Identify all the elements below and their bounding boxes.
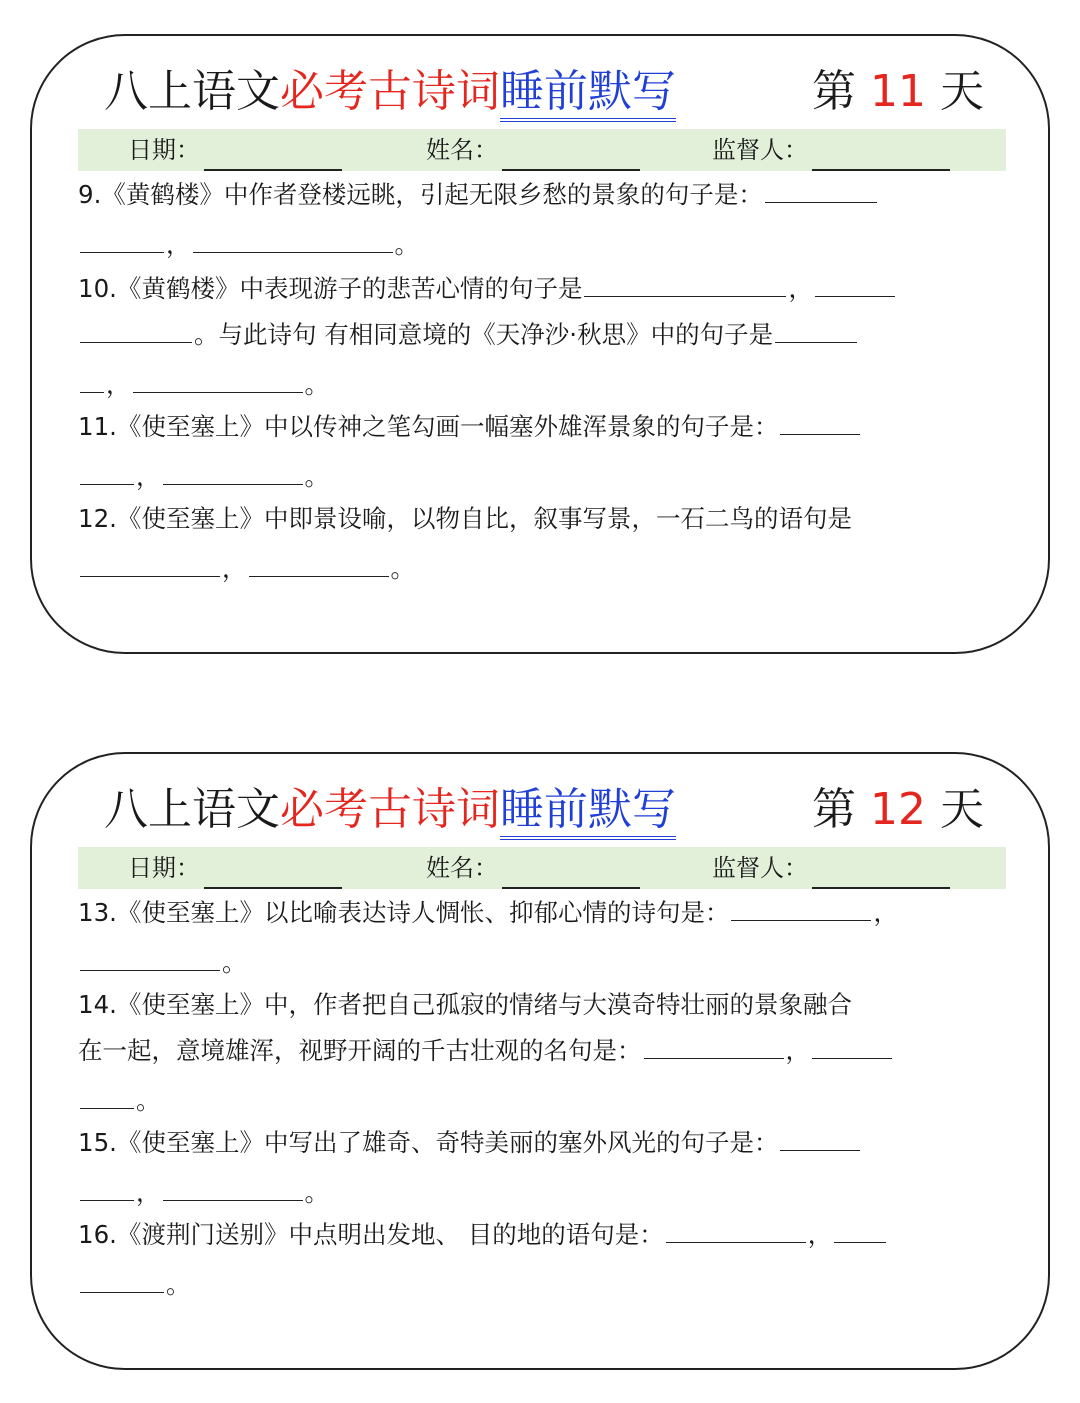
name-line[interactable] bbox=[502, 143, 640, 171]
question-10-line-1 bbox=[78, 266, 1006, 312]
date-field[interactable] bbox=[128, 129, 342, 171]
name-line[interactable] bbox=[502, 861, 640, 889]
info-band bbox=[78, 847, 1006, 889]
question-10-text-b: 。与此诗句 有相同意境的《天净沙·秋思》中的句子是 bbox=[194, 320, 774, 349]
title-red: 必考古诗词 bbox=[280, 66, 500, 117]
day-number: 12 bbox=[870, 784, 926, 835]
period: 。 bbox=[304, 370, 329, 399]
answer-blank[interactable] bbox=[80, 456, 134, 485]
answer-blank[interactable] bbox=[163, 1172, 303, 1201]
period: 。 bbox=[304, 462, 329, 491]
period: 。 bbox=[222, 948, 247, 977]
question-10-line-2 bbox=[78, 312, 1006, 358]
title-black: 八上语文 bbox=[104, 66, 280, 117]
question-13-line-2 bbox=[78, 940, 1006, 986]
question-12-line-2 bbox=[78, 546, 1006, 592]
answer-blank[interactable] bbox=[249, 548, 389, 577]
day-label bbox=[812, 780, 984, 840]
name-field[interactable] bbox=[426, 847, 640, 889]
supervisor-field[interactable] bbox=[712, 129, 950, 171]
answer-blank[interactable] bbox=[80, 364, 104, 393]
supervisor-line[interactable] bbox=[812, 861, 950, 889]
question-13-line-1 bbox=[78, 890, 1006, 936]
question-14-line-3 bbox=[78, 1078, 1006, 1124]
answer-blank[interactable] bbox=[644, 1030, 784, 1059]
question-14-line-1 bbox=[78, 982, 1006, 1028]
comma: ， bbox=[166, 230, 191, 259]
comma: ， bbox=[136, 462, 161, 491]
date-field[interactable] bbox=[128, 847, 342, 889]
question-12-text: 12.《使至塞上》中即景设喻，以物自比，叙事写景，一石二鸟的语句是 bbox=[78, 504, 852, 533]
comma: ， bbox=[785, 1036, 810, 1065]
card-title bbox=[104, 780, 1004, 850]
supervisor-label: 监督人： bbox=[712, 854, 808, 882]
question-11-text: 11.《使至塞上》中以传神之笔勾画一幅塞外雄浑景象的句子是： bbox=[78, 412, 779, 441]
answer-blank[interactable] bbox=[80, 224, 164, 253]
date-label: 日期： bbox=[128, 136, 200, 164]
answer-blank[interactable] bbox=[731, 892, 871, 921]
question-13-text: 13.《使至塞上》以比喻表达诗人惆怅、抑郁心情的诗句是： bbox=[78, 898, 730, 927]
answer-blank[interactable] bbox=[584, 268, 786, 297]
answer-blank[interactable] bbox=[80, 1080, 134, 1109]
question-15-line-1 bbox=[78, 1120, 1006, 1166]
answer-blank[interactable] bbox=[666, 1214, 806, 1243]
question-15-text: 15.《使至塞上》中写出了雄奇、奇特美丽的塞外风光的句子是： bbox=[78, 1128, 779, 1157]
question-9-text: 9.《黄鹤楼》中作者登楼远眺，引起无限乡愁的景象的句子是： bbox=[78, 180, 763, 209]
answer-blank[interactable] bbox=[834, 1214, 886, 1243]
day-suffix: 天 bbox=[940, 66, 984, 117]
comma: ， bbox=[136, 1178, 161, 1207]
supervisor-line[interactable] bbox=[812, 143, 950, 171]
name-label: 姓名： bbox=[426, 854, 498, 882]
question-14-line-2 bbox=[78, 1028, 1006, 1074]
answer-blank[interactable] bbox=[80, 548, 220, 577]
question-10-text-a: 10.《黄鹤楼》中表现游子的悲苦心情的句子是 bbox=[78, 274, 583, 303]
question-16-line-1 bbox=[78, 1212, 1006, 1258]
answer-blank[interactable] bbox=[80, 1264, 164, 1293]
period: 。 bbox=[390, 554, 415, 583]
period: 。 bbox=[136, 1086, 161, 1115]
question-9-line-1 bbox=[78, 172, 1006, 218]
question-14-text-a: 14.《使至塞上》中，作者把自己孤寂的情绪与大漠奇特壮丽的景象融合 bbox=[78, 990, 852, 1019]
comma: ， bbox=[788, 274, 813, 303]
card-title bbox=[104, 62, 1004, 132]
question-15-line-2 bbox=[78, 1170, 1006, 1216]
title-blue: 睡前默写 bbox=[500, 784, 676, 840]
answer-blank[interactable] bbox=[80, 942, 220, 971]
answer-blank[interactable] bbox=[775, 314, 857, 343]
question-12-line-1 bbox=[78, 496, 1006, 542]
supervisor-label: 监督人： bbox=[712, 136, 808, 164]
answer-blank[interactable] bbox=[780, 1122, 860, 1151]
worksheet-card-day-12 bbox=[30, 752, 1050, 1370]
question-11-line-1 bbox=[78, 404, 1006, 450]
title-blue: 睡前默写 bbox=[500, 66, 676, 122]
question-16-text: 16.《渡荆门送别》中点明出发地、 目的地的语句是： bbox=[78, 1220, 664, 1249]
comma: ， bbox=[807, 1220, 833, 1249]
day-number: 11 bbox=[870, 66, 926, 117]
period: 。 bbox=[166, 1270, 191, 1299]
answer-blank[interactable] bbox=[163, 456, 303, 485]
comma: ， bbox=[873, 898, 898, 927]
answer-blank[interactable] bbox=[133, 364, 303, 393]
question-16-line-2 bbox=[78, 1262, 1006, 1308]
date-line[interactable] bbox=[204, 861, 342, 889]
question-9-line-2 bbox=[78, 222, 1006, 268]
answer-blank[interactable] bbox=[80, 314, 192, 343]
period: 。 bbox=[394, 230, 419, 259]
answer-blank[interactable] bbox=[780, 406, 860, 435]
answer-blank[interactable] bbox=[812, 1030, 892, 1059]
supervisor-field[interactable] bbox=[712, 847, 950, 889]
day-prefix: 第 bbox=[812, 66, 856, 117]
day-prefix: 第 bbox=[812, 784, 856, 835]
title-red: 必考古诗词 bbox=[280, 784, 500, 835]
worksheet-card-day-11 bbox=[30, 34, 1050, 654]
day-label bbox=[812, 62, 984, 122]
name-field[interactable] bbox=[426, 129, 640, 171]
answer-blank[interactable] bbox=[815, 268, 895, 297]
comma: ， bbox=[106, 370, 131, 399]
question-10-line-3 bbox=[78, 362, 1006, 408]
question-14-text-b: 在一起，意境雄浑，视野开阔的千古壮观的名句是： bbox=[78, 1036, 642, 1065]
name-label: 姓名： bbox=[426, 136, 498, 164]
title-black: 八上语文 bbox=[104, 784, 280, 835]
info-band bbox=[78, 129, 1006, 171]
answer-blank[interactable] bbox=[765, 174, 877, 203]
date-label: 日期： bbox=[128, 854, 200, 882]
answer-blank[interactable] bbox=[193, 224, 393, 253]
question-11-line-2 bbox=[78, 454, 1006, 500]
date-line[interactable] bbox=[204, 143, 342, 171]
comma: ， bbox=[222, 554, 247, 583]
day-suffix: 天 bbox=[940, 784, 984, 835]
period: 。 bbox=[304, 1178, 329, 1207]
answer-blank[interactable] bbox=[80, 1172, 134, 1201]
